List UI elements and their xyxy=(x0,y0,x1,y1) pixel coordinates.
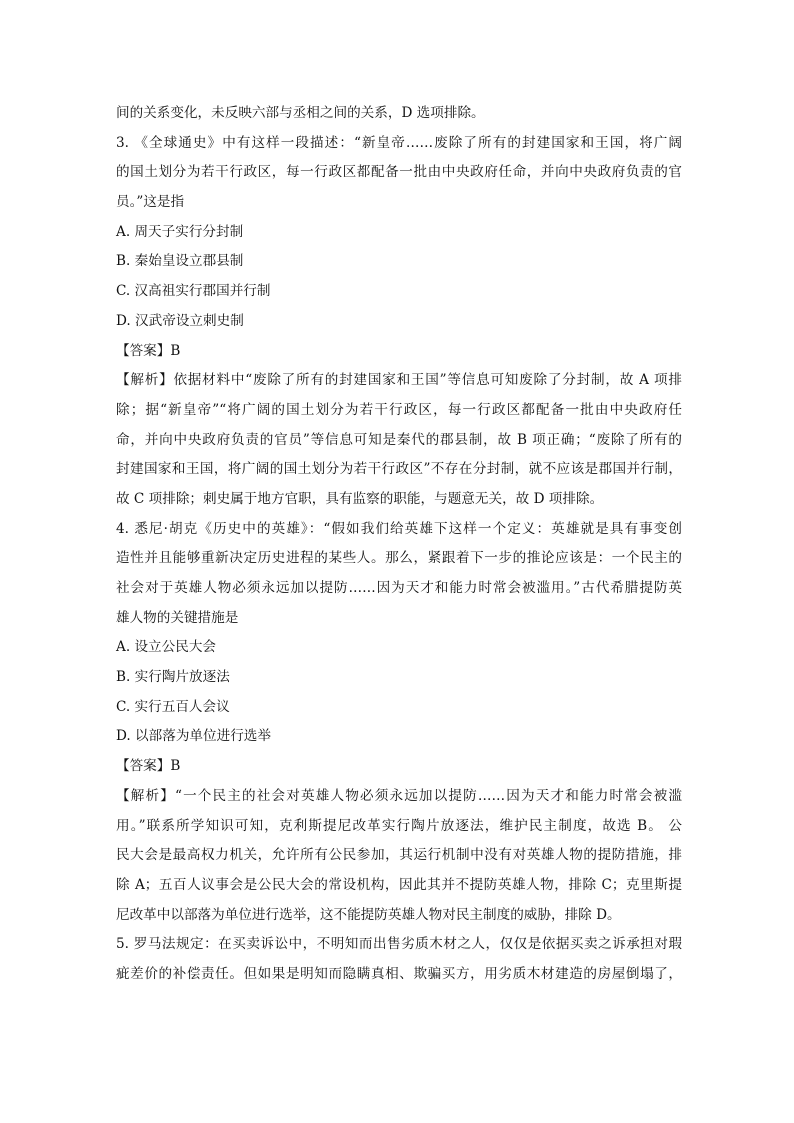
answer-label: 【答案】B xyxy=(116,758,181,775)
question-3-stem: 员。”这是指 xyxy=(116,194,185,211)
option-b: B. 实行陶片放逐法 xyxy=(116,669,230,686)
question-4-stem: 4. 悉尼·胡克《历史中的英雄》：“假如我们给英雄下这样一个定义：英雄就是具有事变创 xyxy=(116,520,682,537)
option-c: C. 实行五百人会议 xyxy=(116,698,230,715)
option-d: D. 以部落为单位进行选举 xyxy=(116,728,271,745)
analysis-text: 命，并向中央政府负责的官员”等信息可知是秦代的郡县制，故 B 项正确；“废除了所有的 xyxy=(116,431,682,448)
question-4-stem: 雄人物的关键措施是 xyxy=(116,609,239,626)
analysis-text: 故 C 项排除；刺史属于地方官职，具有监察的职能，与题意无关，故 D 项排除。 xyxy=(116,490,604,507)
question-4-stem: 社会对于英雄人物必须永远加以提防……因为天才和能力时常会被滥用。”古代希腊提防英 xyxy=(116,580,682,596)
answer-label: 【答案】B xyxy=(116,342,181,359)
option-c: C. 汉高祖实行郡国并行制 xyxy=(116,283,271,300)
option-b: B. 秦始皇设立郡县制 xyxy=(116,253,244,270)
option-a: A. 周天子实行分封制 xyxy=(116,223,244,240)
question-3-stem: 3. 《全球通史》中有这样一段描述：“新皇帝……废除了所有的封建国家和王国，将广阔 xyxy=(116,134,682,151)
option-d: D. 汉武帝设立刺史制 xyxy=(116,312,244,329)
analysis-text: 除；据“新皇帝”“将广阔的国土划分为若干行政区，每一行政区都配备一批由中央政府任 xyxy=(116,401,682,418)
analysis-text: 【解析】依据材料中“废除了所有的封建国家和王国”等信息可知废除了分封制，故 A 项排 xyxy=(116,372,682,389)
analysis-text: 用。”联系所学知识可知，克利斯提尼改革实行陶片放逐法，维护民主制度，故选 B。 公 xyxy=(116,817,682,834)
text-line: 间的关系变化，未反映六部与丞相之间的关系，D 选项排除。 xyxy=(116,105,485,121)
question-5-stem: 5. 罗马法规定：在买卖诉讼中，不明知而出售劣质木材之人，仅仅是依据买卖之诉承担对瑕 xyxy=(116,936,682,953)
analysis-text: 民大会是最高权力机关，允许所有公民参加，其运行机制中没有对英雄人物的提防措施，排 xyxy=(116,847,682,864)
analysis-text: 【解析】“一个民主的社会对英雄人物必须永远加以提防……因为天才和能力时常会被滥 xyxy=(116,787,682,804)
analysis-text: 封建国家和王国，将广阔的国土划分为若干行政区”不存在分封制，就不应该是郡国并行制， xyxy=(116,461,682,478)
analysis-text: 尼改革中以部落为单位进行选举，这不能提防英雄人物对民主制度的威胁，排除 D。 xyxy=(116,906,621,923)
option-a: A. 设立公民大会 xyxy=(116,639,217,656)
analysis-text: 除 A；五百人议事会是公民大会的常设机构，因此其并不提防英雄人物，排除 C；克里斯提 xyxy=(116,876,682,893)
document-page xyxy=(116,99,682,990)
question-5-stem: 疵差价的补偿责任。但如果是明知而隐瞒真相、欺骗买方，用劣质木材建造的房屋倒塌了， xyxy=(116,965,682,982)
question-3-stem: 的国土划分为若干行政区，每一行政区都配备一批由中央政府任命，并向中央政府负责的官 xyxy=(116,164,682,181)
question-4-stem: 造性并且能够重新决定历史进程的某些人。那么，紧跟着下一步的推论应该是：一个民主的 xyxy=(116,550,682,567)
